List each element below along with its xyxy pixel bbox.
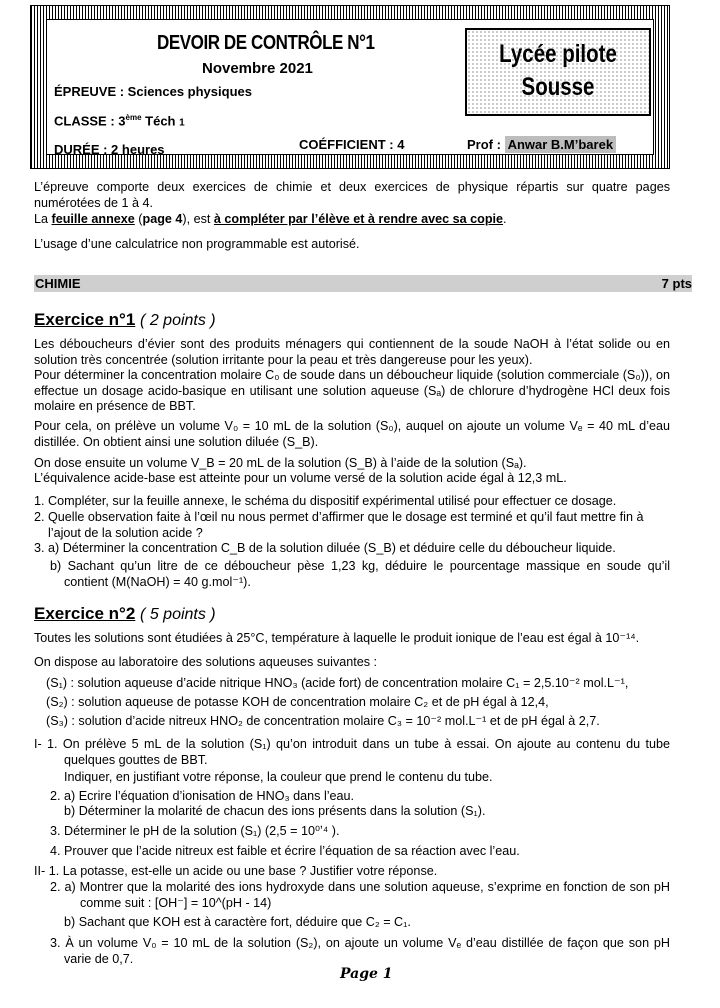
ex1-p2: Pour déterminer la concentration molaire C₀ de soude dans un déboucheur liquide (solution commerciale (S₀)), on effectue un dosage acido-basique en utilisant une solution aqueuse (Sₐ) de chlorure d’hydrogène HCl deux fois molaire en présence de BBT. — [34, 368, 670, 413]
ex2-ii3: 3. À un volume V₀ = 10 mL de la solution (S₂), on ajoute un volume Vₑ d’eau distillée de façon que son pH varie de 0,7. — [50, 936, 670, 966]
prof-line — [467, 137, 616, 152]
ex2-ii2b: b) Sachant que KOH est à caractère fort, déduire que C₂ = C₁. — [64, 915, 411, 929]
ex1-q1: 1. Compléter, sur la feuille annexe, le schéma du dispositif expérimental utilisé pour effectuer ce dosage. — [34, 494, 617, 508]
chimie-band — [34, 275, 692, 292]
ex2-i2a: 2. a) Ecrire l’équation d’ionisation de HNO₃ dans l’eau. — [50, 789, 355, 803]
classe-post: Téch — [141, 113, 176, 129]
ex1-q3b: b) Sachant qu’un litre de ce déboucheur pèse 1,23 kg, déduire le pourcentage massique en soude qu’il contient (M(NaOH) = 40 g.mol⁻¹). — [50, 559, 670, 589]
prof-label: Prof : — [467, 137, 501, 152]
coefficient-line: COÉFFICIENT : 4 — [299, 137, 405, 152]
ex2-points: ( 5 points ) — [140, 606, 216, 623]
intro-p2c: ( — [134, 212, 143, 226]
prof-name: Anwar B.M’barek — [505, 136, 616, 153]
lycee-name: Lycée pilote — [499, 40, 617, 68]
exam-title: DEVOIR DE CONTRÔLE N°1 — [157, 32, 375, 54]
ex2-i4: 4. Prouver que l’acide nitreux est faible et écrire l’équation de sa réaction avec l’eau. — [50, 844, 520, 858]
intro-p1 — [34, 180, 670, 211]
ex2-p1: Toutes les solutions sont étudiées à 25°C, température à laquelle le produit ionique de l’eau est égal à 10⁻¹⁴. — [34, 631, 640, 645]
exam-date: Novembre 2021 — [202, 60, 313, 77]
ex2-i1b: Indiquer, en justifiant votre réponse, la couleur que prend le contenu du tube. — [64, 770, 493, 784]
intro-p2g: . — [503, 212, 507, 226]
ex1-p5: L’équivalence acide-base est atteinte pour un volume versé de la solution acide égal à 12,3 mL. — [34, 471, 567, 485]
ex1-q3a: 3. a) Déterminer la concentration C_B de la solution diluée (S_B) et déduire celle du déboucheur liquide. — [34, 541, 616, 555]
ex2-i3: 3. Déterminer le pH de la solution (S₁) (2,5 = 10⁰ʼ⁴ ). — [50, 824, 340, 838]
section-points: 7 pts — [661, 276, 692, 291]
header-frame — [30, 5, 670, 169]
epreuve-line: ÉPREUVE : Sciences physiques — [54, 84, 252, 99]
ex1-p4: On dose ensuite un volume V_B = 20 mL de la solution (S_B) à l’aide de la solution (Sₐ). — [34, 456, 527, 470]
ex2-p2: On dispose au laboratoire des solutions aqueuses suivantes : — [34, 655, 378, 669]
intro-completer: à compléter par l’élève et à rendre avec sa copie — [213, 212, 504, 226]
page-number: Page 1 — [340, 966, 393, 982]
lycee-box — [465, 28, 651, 116]
ex2-s1: (S₁) : solution aqueuse d’acide nitrique HNO₃ (acide fort) de concentration molaire C₁ = 2,5.10⁻² mol.L⁻¹, — [46, 676, 629, 690]
ex2-i1: I- 1. On prélève 5 mL de la solution (S₁) qu’on introduit dans un tube à essai. On ajoute au contenu du tube quelques gouttes de BBT. — [34, 737, 670, 767]
duree-line: DURÉE : 2 heures — [54, 142, 165, 157]
ex2-s3: (S₃) : solution d’acide nitreux HNO₂ de concentration molaire C₃ = 10⁻² mol.L⁻¹ et de pH égal à 2,7. — [46, 714, 600, 728]
intro-p1-text: L’épreuve comporte deux exercices de chimie et deux exercices de physique répartis sur quatre pages numérotées de 1 à 4. — [34, 180, 670, 210]
intro-page4: page 4 — [142, 212, 183, 226]
intro-annexe: feuille annexe — [51, 212, 135, 226]
lycee-city: Sousse — [521, 73, 595, 101]
header-box — [46, 19, 654, 155]
classe-num: 1 — [179, 117, 185, 129]
intro-p2 — [34, 212, 670, 228]
ex2-title — [34, 604, 216, 624]
ex1-title-text: Exercice n°1 — [34, 310, 136, 329]
intro-p2a: La — [34, 212, 52, 226]
classe-pre: CLASSE : 3 — [54, 113, 126, 129]
classe-line — [54, 113, 185, 128]
ex1-p1: Les déboucheurs d’évier sont des produits ménagers qui contiennent de la soude NaOH à l’état solide ou en solution très concentrée (solution irritante pour la peau et très dangereuse pour les yeux). — [34, 337, 670, 367]
ex2-s2: (S₂) : solution aqueuse de potasse KOH de concentration molaire C₂ et de pH égal à 12,4, — [46, 695, 549, 709]
ex2-i2b: b) Déterminer la molarité de chacun des ions présents dans la solution (S₁). — [64, 804, 486, 818]
ex2-ii1: II- 1. La potasse, est-elle un acide ou une base ? Justifier votre réponse. — [34, 864, 438, 878]
classe-sup: ème — [125, 113, 142, 122]
ex1-points: ( 2 points ) — [140, 312, 216, 329]
intro-p2e: ), est — [182, 212, 214, 226]
ex2-ii2a: 2. a) Montrer que la molarité des ions hydroxyde dans une solution aqueuse, s’exprime en fonction de son pH comme suit : [OH⁻] = 10^(pH - 14) — [50, 880, 670, 910]
ex2-title-text: Exercice n°2 — [34, 604, 136, 623]
ex1-q2: 2. Quelle observation faite à l’œil nu nous permet d’affirmer que le dosage est terminé et qu’il faut mettre fin à l’ajout de la solution acide ? — [34, 510, 644, 540]
ex1-title — [34, 310, 216, 330]
intro-p3: L’usage d’une calculatrice non programmable est autorisé. — [34, 237, 360, 251]
section-label: CHIMIE — [35, 276, 81, 291]
ex1-p3: Pour cela, on prélève un volume V₀ = 10 mL de la solution (S₀), auquel on ajoute un volume Vₑ = 40 mL d’eau distillée. On obtient ainsi une solution diluée (S_B). — [34, 419, 670, 449]
